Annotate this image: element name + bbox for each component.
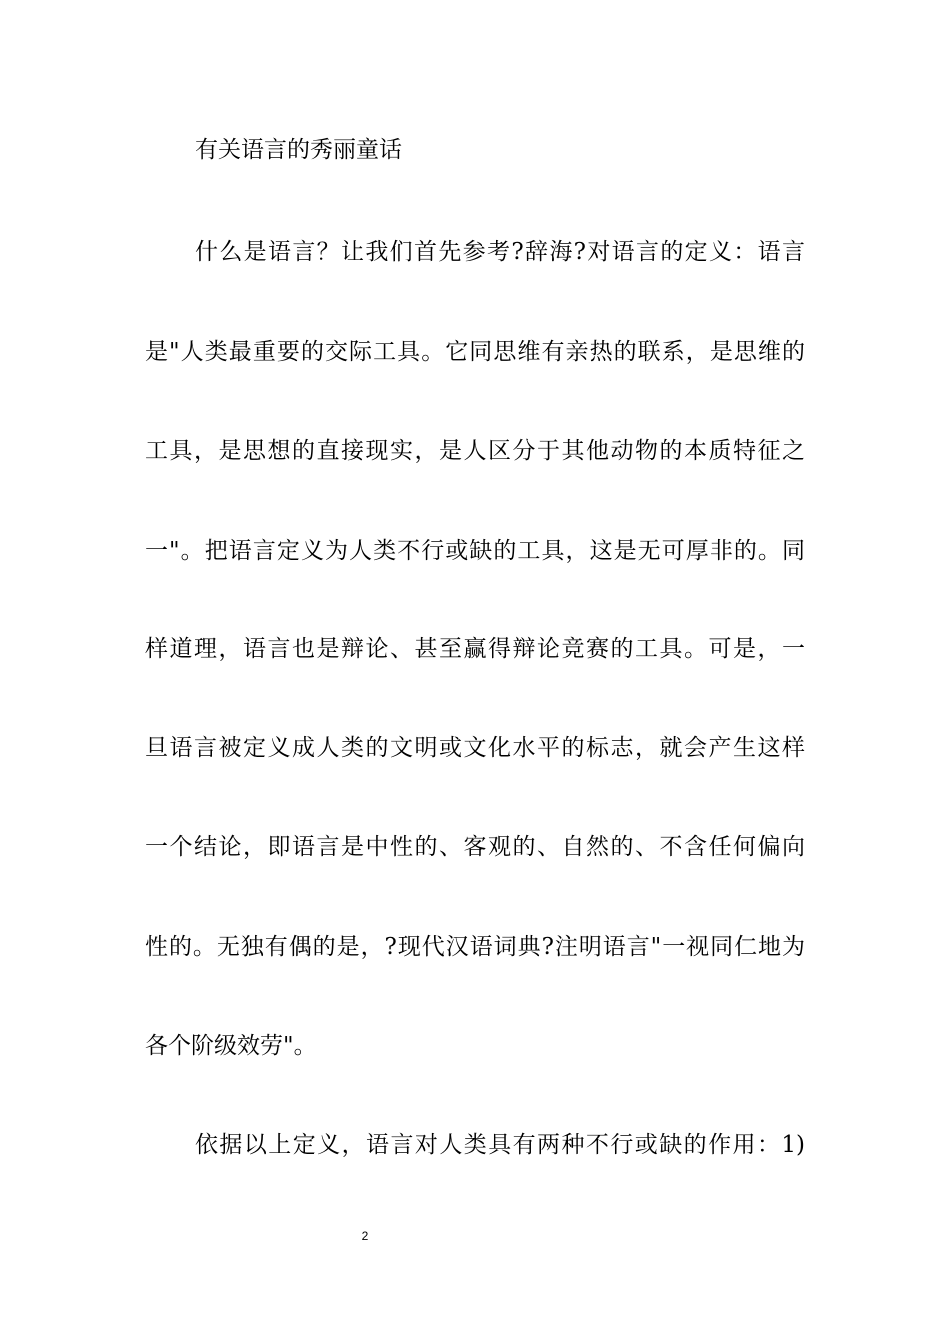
document-title: 有关语言的秀丽童话: [195, 137, 402, 163]
paragraph-line: 依据以上定义，语言对人类具有两种不行或缺的作用：1): [195, 1132, 805, 1158]
paragraph-line: 一个结论，即语言是中性的、客观的、自然的、不含任何偏向: [145, 834, 805, 860]
page-number: 2: [361, 1229, 369, 1243]
paragraph-line: 性的。无独有偶的是，?现代汉语词典?注明语言"一视同仁地为: [145, 934, 805, 960]
paragraph-line: 是"人类最重要的交际工具。它同思维有亲热的联系，是思维的: [145, 339, 805, 365]
paragraph-line: 样道理，语言也是辩论、甚至赢得辩论竞赛的工具。可是，一: [145, 636, 805, 662]
paragraph-line: 什么是语言？让我们首先参考?辞海?对语言的定义：语言: [195, 239, 805, 265]
paragraph-line: 工具，是思想的直接现实，是人区分于其他动物的本质特征之: [145, 438, 805, 464]
paragraph-line: 各个阶级效劳"。: [145, 1033, 317, 1059]
paragraph-line: 一"。把语言定义为人类不行或缺的工具，这是无可厚非的。同: [145, 538, 805, 564]
paragraph-line: 旦语言被定义成人类的文明或文化水平的标志，就会产生这样: [145, 735, 805, 761]
